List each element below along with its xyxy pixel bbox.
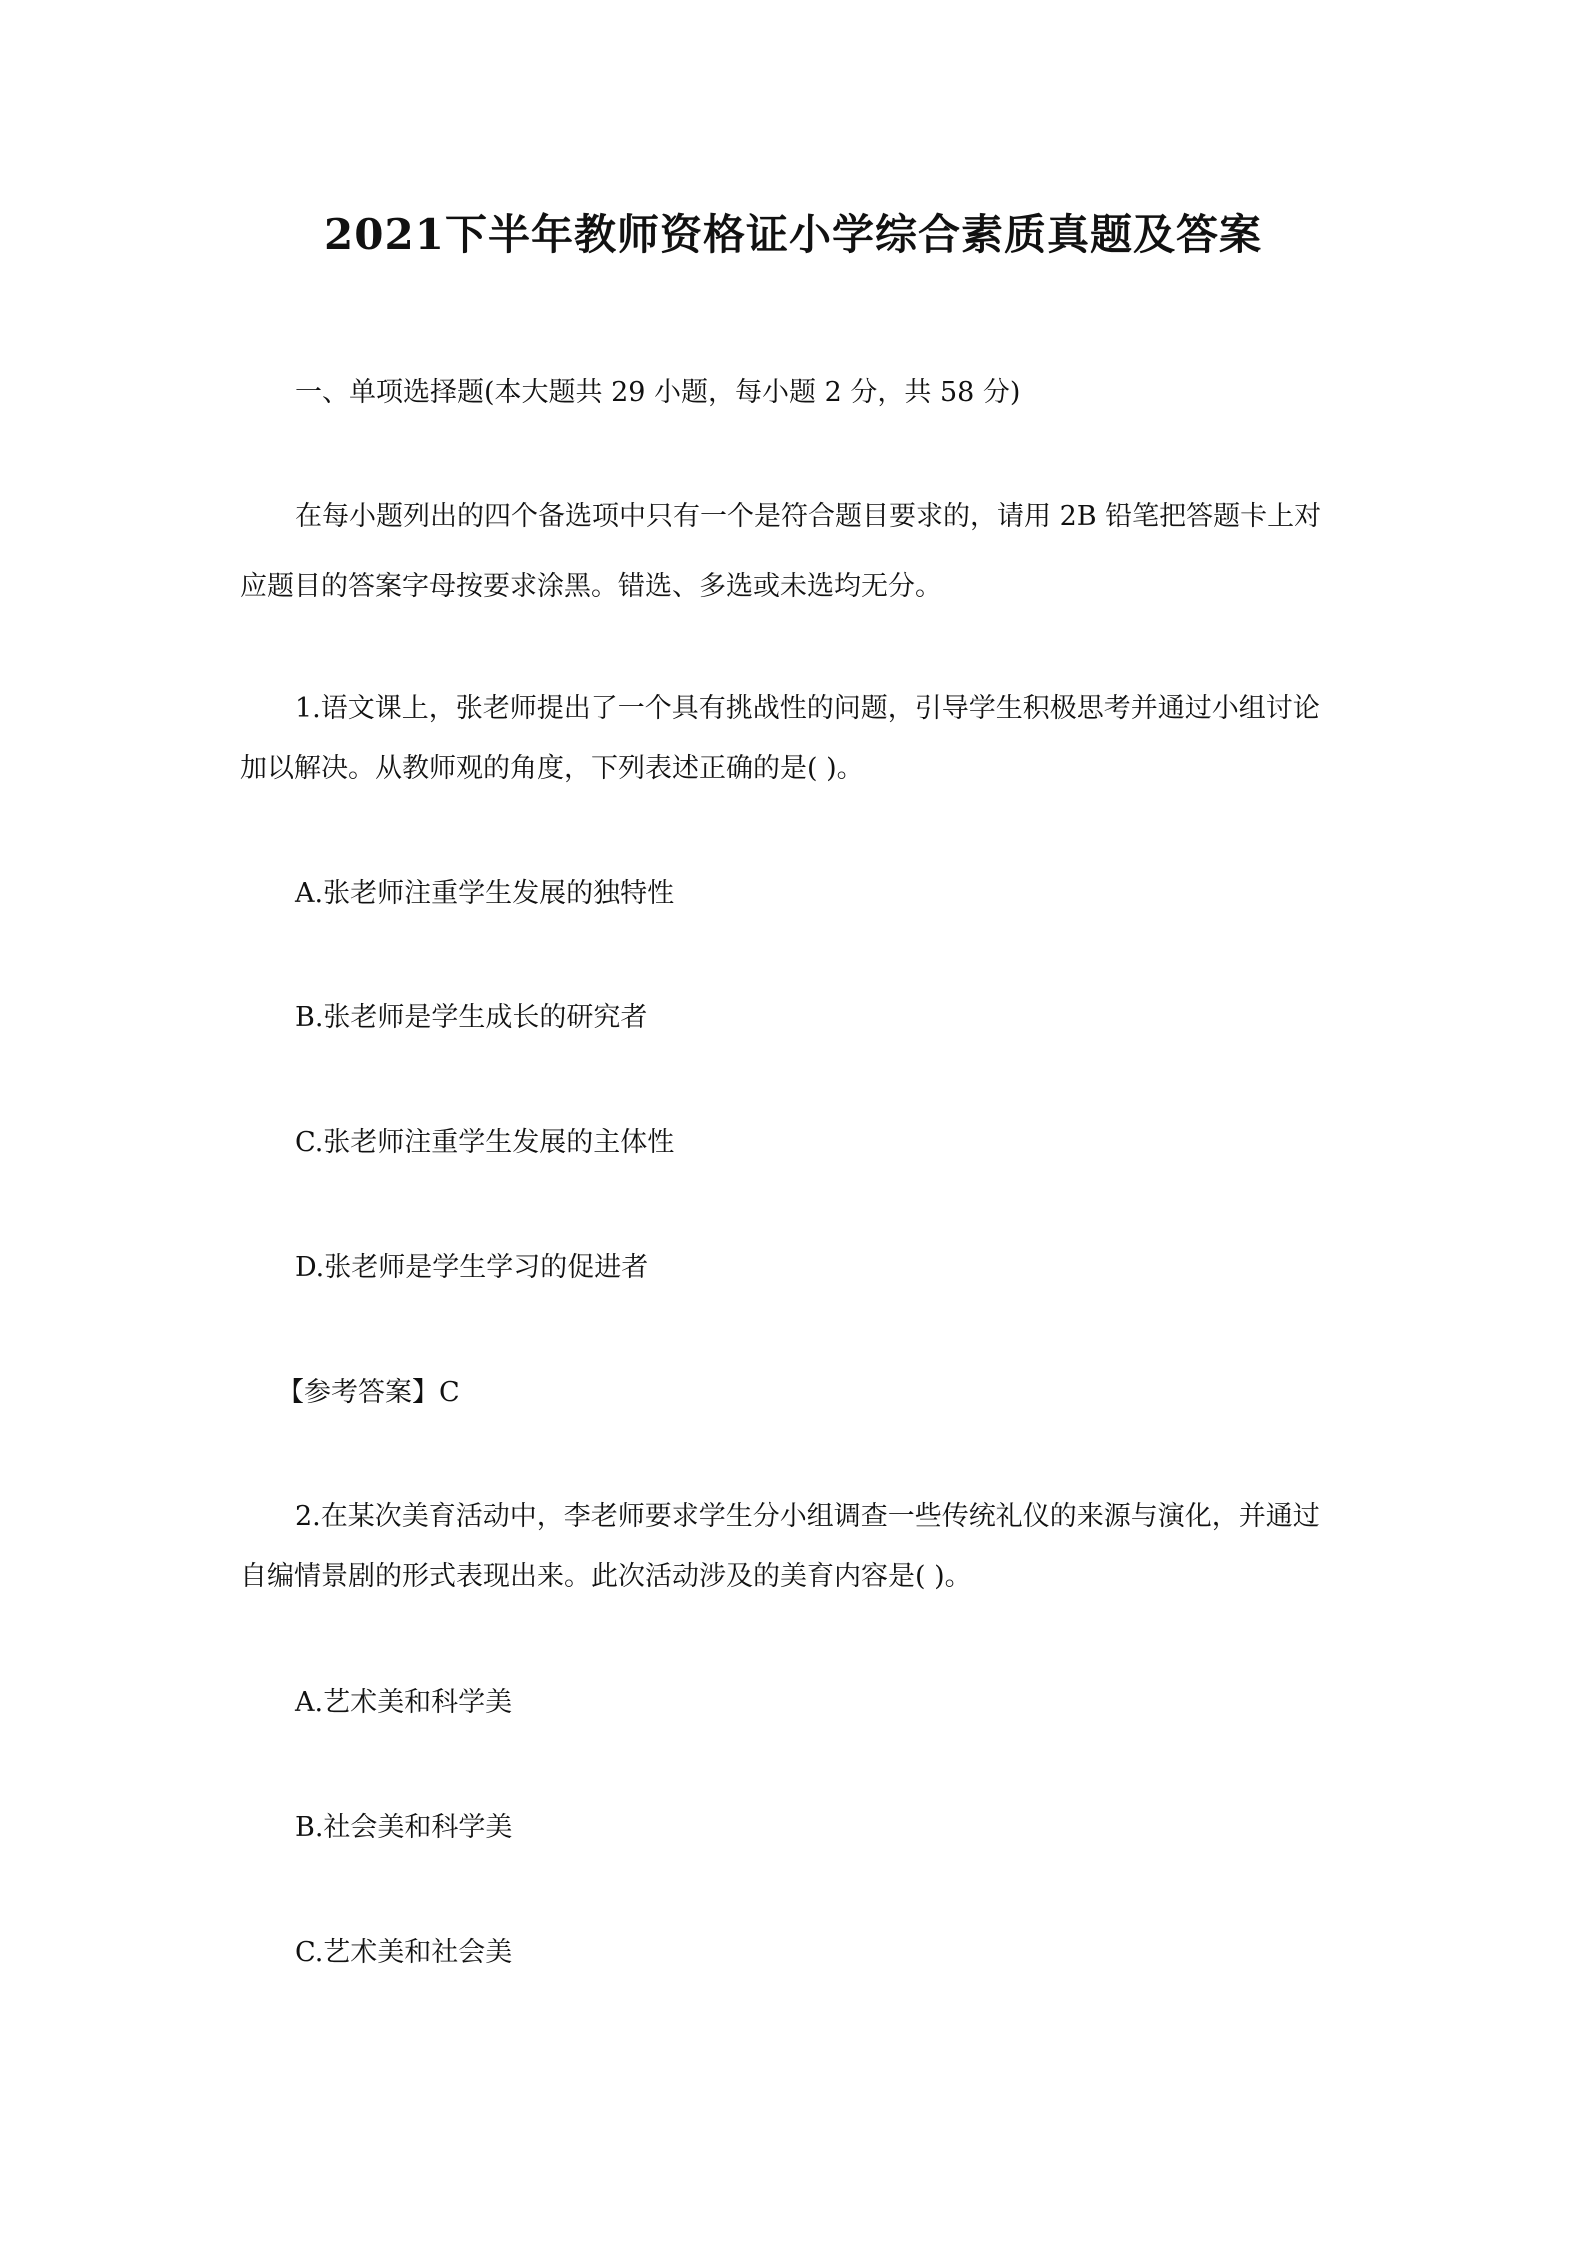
question-1-option-d: D.张老师是学生学习的促进者: [295, 1252, 649, 1283]
document-title: 2021下半年教师资格证小学综合素质真题及答案: [324, 210, 1262, 259]
question-2-stem-line-1: 2.在某次美育活动中，李老师要求学生分小组调查一些传统礼仪的来源与演化，并通过: [295, 1501, 1320, 1532]
question-2-option-b: B.社会美和科学美: [295, 1812, 513, 1843]
question-1-stem-line-2: 加以解决。从教师观的角度，下列表述正确的是( )。: [240, 753, 864, 784]
question-1-option-b: B.张老师是学生成长的研究者: [295, 1002, 648, 1033]
question-1-stem-line-1: 1.语文课上，张老师提出了一个具有挑战性的问题，引导学生积极思考并通过小组讨论: [295, 693, 1320, 724]
section-heading: 一、单项选择题(本大题共 29 小题，每小题 2 分，共 58 分): [295, 377, 1021, 408]
instructions-line-2: 应题目的答案字母按要求涂黑。错选、多选或未选均无分。: [240, 571, 942, 602]
question-1-answer: 【参考答案】C: [277, 1377, 460, 1408]
question-1-option-c: C.张老师注重学生发展的主体性: [295, 1127, 675, 1158]
question-1-option-a: A.张老师注重学生发展的独特性: [295, 878, 675, 909]
question-2-stem-line-2: 自编情景剧的形式表现出来。此次活动涉及的美育内容是( )。: [240, 1561, 972, 1592]
question-2-option-a: A.艺术美和科学美: [295, 1687, 513, 1718]
question-2-option-c: C.艺术美和社会美: [295, 1937, 513, 1968]
instructions-line-1: 在每小题列出的四个备选项中只有一个是符合题目要求的，请用 2B 铅笔把答题卡上对: [295, 501, 1322, 532]
